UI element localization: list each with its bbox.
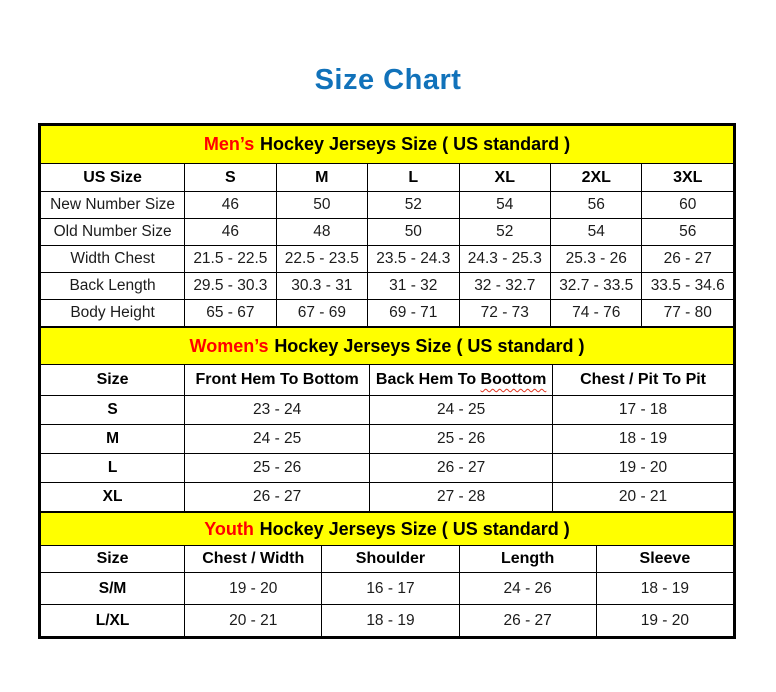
- size-value: 50: [368, 219, 459, 246]
- column-header: M: [276, 164, 367, 192]
- table-row: [41, 396, 734, 425]
- row-label: XL: [41, 483, 185, 512]
- youth-size-table: [40, 512, 734, 637]
- row-label: New Number Size: [41, 192, 185, 219]
- row-label: L/XL: [41, 605, 185, 637]
- column-header: Front Hem To Bottom: [185, 365, 370, 396]
- row-label: S: [41, 396, 185, 425]
- section-title-highlight: Women’s: [189, 335, 269, 356]
- column-header-row: [41, 546, 734, 573]
- column-header: Back Hem To Boottom: [370, 365, 553, 396]
- table-row: [41, 219, 734, 246]
- size-value: 20 - 21: [185, 605, 322, 637]
- size-value: 33.5 - 34.6: [642, 273, 734, 300]
- size-value: 26 - 27: [185, 483, 370, 512]
- size-value: 72 - 73: [459, 300, 550, 327]
- womens-size-table: [40, 327, 734, 512]
- mens-size-table: [40, 125, 734, 327]
- size-value: 18 - 19: [553, 425, 734, 454]
- size-chart: [38, 123, 736, 639]
- table-row: [41, 425, 734, 454]
- page-title: Size Chart: [314, 64, 462, 96]
- size-value: 32.7 - 33.5: [551, 273, 642, 300]
- size-value: 16 - 17: [322, 573, 459, 605]
- size-value: 46: [185, 192, 276, 219]
- size-value: 56: [642, 219, 734, 246]
- column-header: S: [185, 164, 276, 192]
- size-value: 26 - 27: [642, 246, 734, 273]
- misspelled-word: Boottom: [480, 371, 547, 388]
- row-label: Old Number Size: [41, 219, 185, 246]
- size-value: 21.5 - 22.5: [185, 246, 276, 273]
- row-label: Width Chest: [41, 246, 185, 273]
- column-header: L: [368, 164, 459, 192]
- column-header: Chest / Width: [185, 546, 322, 573]
- size-value: 24 - 25: [370, 396, 553, 425]
- row-label: S/M: [41, 573, 185, 605]
- section-header-womens: [41, 328, 734, 365]
- section-header-mens-band: [41, 126, 734, 164]
- size-value: 77 - 80: [642, 300, 734, 327]
- size-value: 54: [551, 219, 642, 246]
- size-value: 32 - 32.7: [459, 273, 550, 300]
- size-value: 30.3 - 31: [276, 273, 367, 300]
- section-header-womens-band: [41, 328, 734, 365]
- section-header-mens: [41, 126, 734, 164]
- size-value: 22.5 - 23.5: [276, 246, 367, 273]
- size-value: 46: [185, 219, 276, 246]
- size-value: 50: [276, 192, 367, 219]
- size-value: 18 - 19: [596, 573, 733, 605]
- section-header-youth-band: [41, 513, 734, 546]
- row-label: L: [41, 454, 185, 483]
- column-header: Chest / Pit To Pit: [553, 365, 734, 396]
- table-row: [41, 573, 734, 605]
- section-title-rest: Hockey Jerseys Size ( US standard ): [259, 134, 571, 154]
- size-value: 48: [276, 219, 367, 246]
- column-header: 2XL: [551, 164, 642, 192]
- section-header-youth: [41, 513, 734, 546]
- size-value: 19 - 20: [185, 573, 322, 605]
- size-value: 65 - 67: [185, 300, 276, 327]
- size-value: 52: [368, 192, 459, 219]
- column-header: Size: [41, 546, 185, 573]
- size-value: 24 - 26: [459, 573, 596, 605]
- column-header-row: [41, 365, 734, 396]
- size-value: 25 - 26: [370, 425, 553, 454]
- table-row: [41, 454, 734, 483]
- row-label: M: [41, 425, 185, 454]
- size-value: 19 - 20: [596, 605, 733, 637]
- size-value: 25.3 - 26: [551, 246, 642, 273]
- size-value: 26 - 27: [459, 605, 596, 637]
- row-label: Back Length: [41, 273, 185, 300]
- table-row: [41, 605, 734, 637]
- size-value: 25 - 26: [185, 454, 370, 483]
- column-header: Length: [459, 546, 596, 573]
- section-title-highlight: Youth: [204, 518, 254, 539]
- size-value: 74 - 76: [551, 300, 642, 327]
- table-row: [41, 192, 734, 219]
- table-row: [41, 300, 734, 327]
- size-value: 52: [459, 219, 550, 246]
- section-title-rest: Hockey Jerseys Size ( US standard ): [274, 335, 585, 356]
- size-value: 18 - 19: [322, 605, 459, 637]
- size-value: 67 - 69: [276, 300, 367, 327]
- size-value: 69 - 71: [368, 300, 459, 327]
- size-value: 54: [459, 192, 550, 219]
- section-title-rest: Hockey Jerseys Size ( US standard ): [259, 518, 570, 539]
- table-row: [41, 273, 734, 300]
- column-header: Shoulder: [322, 546, 459, 573]
- section-title-highlight: Men’s: [203, 134, 255, 154]
- table-row: [41, 246, 734, 273]
- size-value: 20 - 21: [553, 483, 734, 512]
- size-value: 24.3 - 25.3: [459, 246, 550, 273]
- table-row: [41, 483, 734, 512]
- column-header: XL: [459, 164, 550, 192]
- column-header: US Size: [41, 164, 185, 192]
- size-value: 17 - 18: [553, 396, 734, 425]
- size-value: 60: [642, 192, 734, 219]
- size-value: 29.5 - 30.3: [185, 273, 276, 300]
- row-label: Body Height: [41, 300, 185, 327]
- column-header-row: [41, 164, 734, 192]
- size-value: 56: [551, 192, 642, 219]
- size-value: 26 - 27: [370, 454, 553, 483]
- size-value: 24 - 25: [185, 425, 370, 454]
- size-value: 23 - 24: [185, 396, 370, 425]
- size-value: 31 - 32: [368, 273, 459, 300]
- column-header: Sleeve: [596, 546, 733, 573]
- size-value: 27 - 28: [370, 483, 553, 512]
- size-value: 19 - 20: [553, 454, 734, 483]
- size-value: 23.5 - 24.3: [368, 246, 459, 273]
- column-header: 3XL: [642, 164, 734, 192]
- column-header: Size: [41, 365, 185, 396]
